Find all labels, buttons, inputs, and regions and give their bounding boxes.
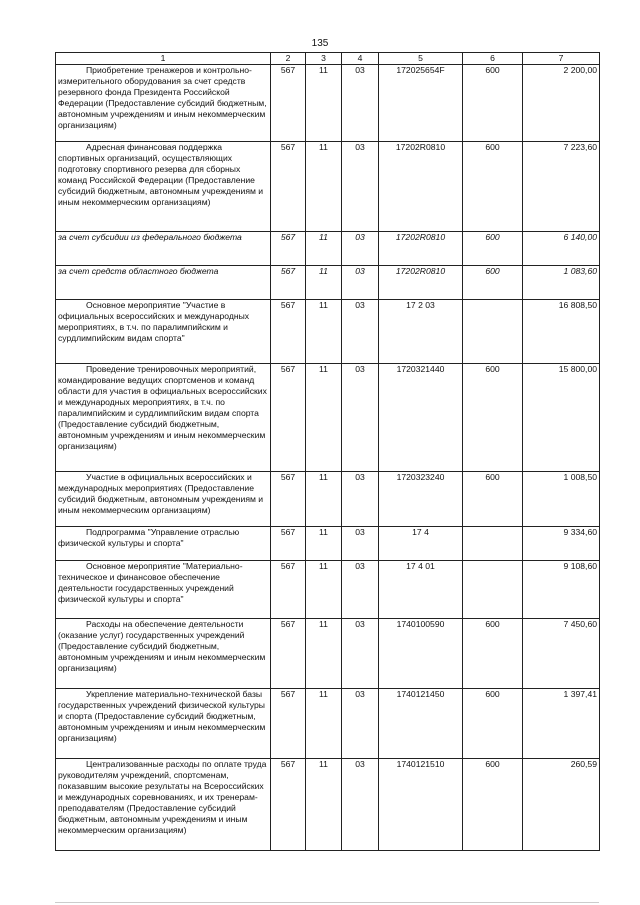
header-col-4: 4 [342, 53, 379, 65]
cell-c4: 03 [342, 561, 379, 619]
header-row [56, 53, 600, 65]
cell-name [56, 759, 271, 851]
row-name-text: Подпрограмма "Управление отраслью физической культуры и спорта" [58, 527, 240, 548]
cell-c3: 11 [306, 527, 342, 561]
cell-c6: 600 [463, 619, 523, 689]
cell-c6: 600 [463, 689, 523, 759]
cell-name [56, 364, 271, 472]
row-name-text: Основное мероприятие "Участие в официальных всероссийских и международных мероприятиях, в т.ч. по паралимпийским и сурдлимпийским видам спорта" [58, 300, 250, 343]
cell-c3: 11 [306, 232, 342, 266]
cell-c4: 03 [342, 65, 379, 142]
table-row [56, 65, 600, 142]
cell-name [56, 65, 271, 142]
row-name-text: Участие в официальных всероссийских и международных мероприятиях (Предоставление субсидий бюджетным, автономным учреждениям и иным некоммерческим организациям) [58, 472, 264, 515]
cell-name [56, 561, 271, 619]
cell-c3: 11 [306, 65, 342, 142]
cell-c6 [463, 527, 523, 561]
cell-c7: 7 223,60 [523, 142, 600, 232]
cell-c7: 9 334,60 [523, 527, 600, 561]
cell-c6 [463, 561, 523, 619]
cell-c6: 600 [463, 142, 523, 232]
cell-c5: 1720321440 [379, 364, 463, 472]
cell-name [56, 266, 271, 300]
cell-c5: 17202R0810 [379, 232, 463, 266]
budget-table [55, 52, 600, 851]
cell-c3: 11 [306, 266, 342, 300]
cell-c4: 03 [342, 759, 379, 851]
row-name-text: за счет субсидии из федерального бюджета [58, 232, 242, 242]
cell-c4: 03 [342, 619, 379, 689]
cell-c2: 567 [271, 689, 306, 759]
cell-name [56, 689, 271, 759]
cell-c2: 567 [271, 266, 306, 300]
cell-c5: 1740121510 [379, 759, 463, 851]
cell-c5: 17 4 01 [379, 561, 463, 619]
header-col-5: 5 [379, 53, 463, 65]
row-name-text: Основное мероприятие "Материально-техническое и финансовое обеспечение деятельности государственных учреждений физической культуры и спорта" [58, 561, 243, 604]
cell-c6: 600 [463, 759, 523, 851]
header-col-2: 2 [271, 53, 306, 65]
cell-c4: 03 [342, 300, 379, 364]
row-name-text: Адресная финансовая поддержка спортивных организаций, осуществляющих подготовку спортивного резерва для сборных команд Российской Федерации (Предоставление субсидий бюджетным, автономным учреждениям и иным некоммерческим организациям) [58, 142, 264, 207]
row-name-text: Расходы на обеспечение деятельности (оказание услуг) государственных учреждений (Предоставление субсидий бюджетным, автономным учреждениям и иным некоммерческим организациям) [58, 619, 266, 673]
row-name-text: Проведение тренировочных мероприятий, командирование ведущих спортсменов и команд области для участия в официальных всероссийских и международных мероприятиях, в т.ч. по паралимпийским и сурдлимпийским видам спорта (Предоставление субсидий бюджетным, автономным учреждениям и иным некоммерческим организациям) [58, 364, 267, 451]
cell-name [56, 472, 271, 527]
cell-c4: 03 [342, 364, 379, 472]
cell-c3: 11 [306, 472, 342, 527]
cell-c7: 260,59 [523, 759, 600, 851]
cell-c3: 11 [306, 142, 342, 232]
cell-c4: 03 [342, 266, 379, 300]
cell-c2: 567 [271, 65, 306, 142]
cell-c6: 600 [463, 472, 523, 527]
table-row [56, 759, 600, 851]
row-name-text: за счет средств областного бюджета [58, 266, 219, 276]
cell-c3: 11 [306, 561, 342, 619]
cell-c5: 1740100590 [379, 619, 463, 689]
row-name-text: Централизованные расходы по оплате труда руководителям учреждений, спортсменам, показавшим высокие результаты на Всероссийских и международных соревнованиях, и их тренерам-преподавателям (Предоставление субсидий бюджетным, автономным учреждениям и иным некоммерческим организациям) [58, 759, 267, 835]
cell-c7: 1 083,60 [523, 266, 600, 300]
cell-c2: 567 [271, 472, 306, 527]
header-col-6: 6 [463, 53, 523, 65]
cell-c4: 03 [342, 689, 379, 759]
cell-c4: 03 [342, 472, 379, 527]
cell-c5: 172025654F [379, 65, 463, 142]
cell-c7: 15 800,00 [523, 364, 600, 472]
cell-c5: 1720323240 [379, 472, 463, 527]
cell-c2: 567 [271, 364, 306, 472]
cell-c6: 600 [463, 65, 523, 142]
cell-name [56, 300, 271, 364]
cell-c3: 11 [306, 619, 342, 689]
cell-c3: 11 [306, 364, 342, 472]
cell-c2: 567 [271, 527, 306, 561]
cell-c5: 17202R0810 [379, 266, 463, 300]
cell-c3: 11 [306, 300, 342, 364]
cell-c4: 03 [342, 142, 379, 232]
cell-c6 [463, 300, 523, 364]
header-col-3: 3 [306, 53, 342, 65]
table-row [56, 142, 600, 232]
page-number: 135 [311, 38, 329, 49]
cell-c2: 567 [271, 619, 306, 689]
cell-name [56, 232, 271, 266]
table-row [56, 472, 600, 527]
cell-name [56, 142, 271, 232]
table-row [56, 689, 600, 759]
table-row [56, 232, 600, 266]
cell-c5: 17202R0810 [379, 142, 463, 232]
header-col-7: 7 [523, 53, 600, 65]
table-row [56, 619, 600, 689]
cell-c3: 11 [306, 759, 342, 851]
cell-c5: 17 2 03 [379, 300, 463, 364]
table-row [56, 266, 600, 300]
cell-c7: 1 008,50 [523, 472, 600, 527]
cell-c2: 567 [271, 561, 306, 619]
cell-c7: 2 200,00 [523, 65, 600, 142]
row-name-text: Приобретение тренажеров и контрольно-измерительного оборудования за счет средств резервного фонда Президента Российской Федерации (Предоставление субсидий бюджетным, автономным учреждениям и иным некоммерческим организациям) [58, 65, 267, 130]
cell-c7: 1 397,41 [523, 689, 600, 759]
cell-c2: 567 [271, 300, 306, 364]
table-row [56, 364, 600, 472]
cell-c2: 567 [271, 759, 306, 851]
cell-c7: 16 808,50 [523, 300, 600, 364]
cell-c5: 1740121450 [379, 689, 463, 759]
cell-c7: 9 108,60 [523, 561, 600, 619]
header-col-1: 1 [56, 53, 271, 65]
cell-c2: 567 [271, 142, 306, 232]
cell-c5: 17 4 [379, 527, 463, 561]
table-row [56, 527, 600, 561]
table-row [56, 300, 600, 364]
cell-c7: 6 140,00 [523, 232, 600, 266]
table-row [56, 561, 600, 619]
cell-c6: 600 [463, 364, 523, 472]
cell-name [56, 527, 271, 561]
cell-c7: 7 450,60 [523, 619, 600, 689]
cell-c2: 567 [271, 232, 306, 266]
cell-c6: 600 [463, 266, 523, 300]
cell-c6: 600 [463, 232, 523, 266]
cell-name [56, 619, 271, 689]
row-name-text: Укрепление материально-технической базы государственных учреждений физической культуры и спорта (Предоставление субсидий бюджетным, автономным учреждениям и иным некоммерческим организациям) [58, 689, 266, 743]
page-bottom-edge [55, 902, 599, 903]
cell-c4: 03 [342, 232, 379, 266]
cell-c3: 11 [306, 689, 342, 759]
cell-c4: 03 [342, 527, 379, 561]
